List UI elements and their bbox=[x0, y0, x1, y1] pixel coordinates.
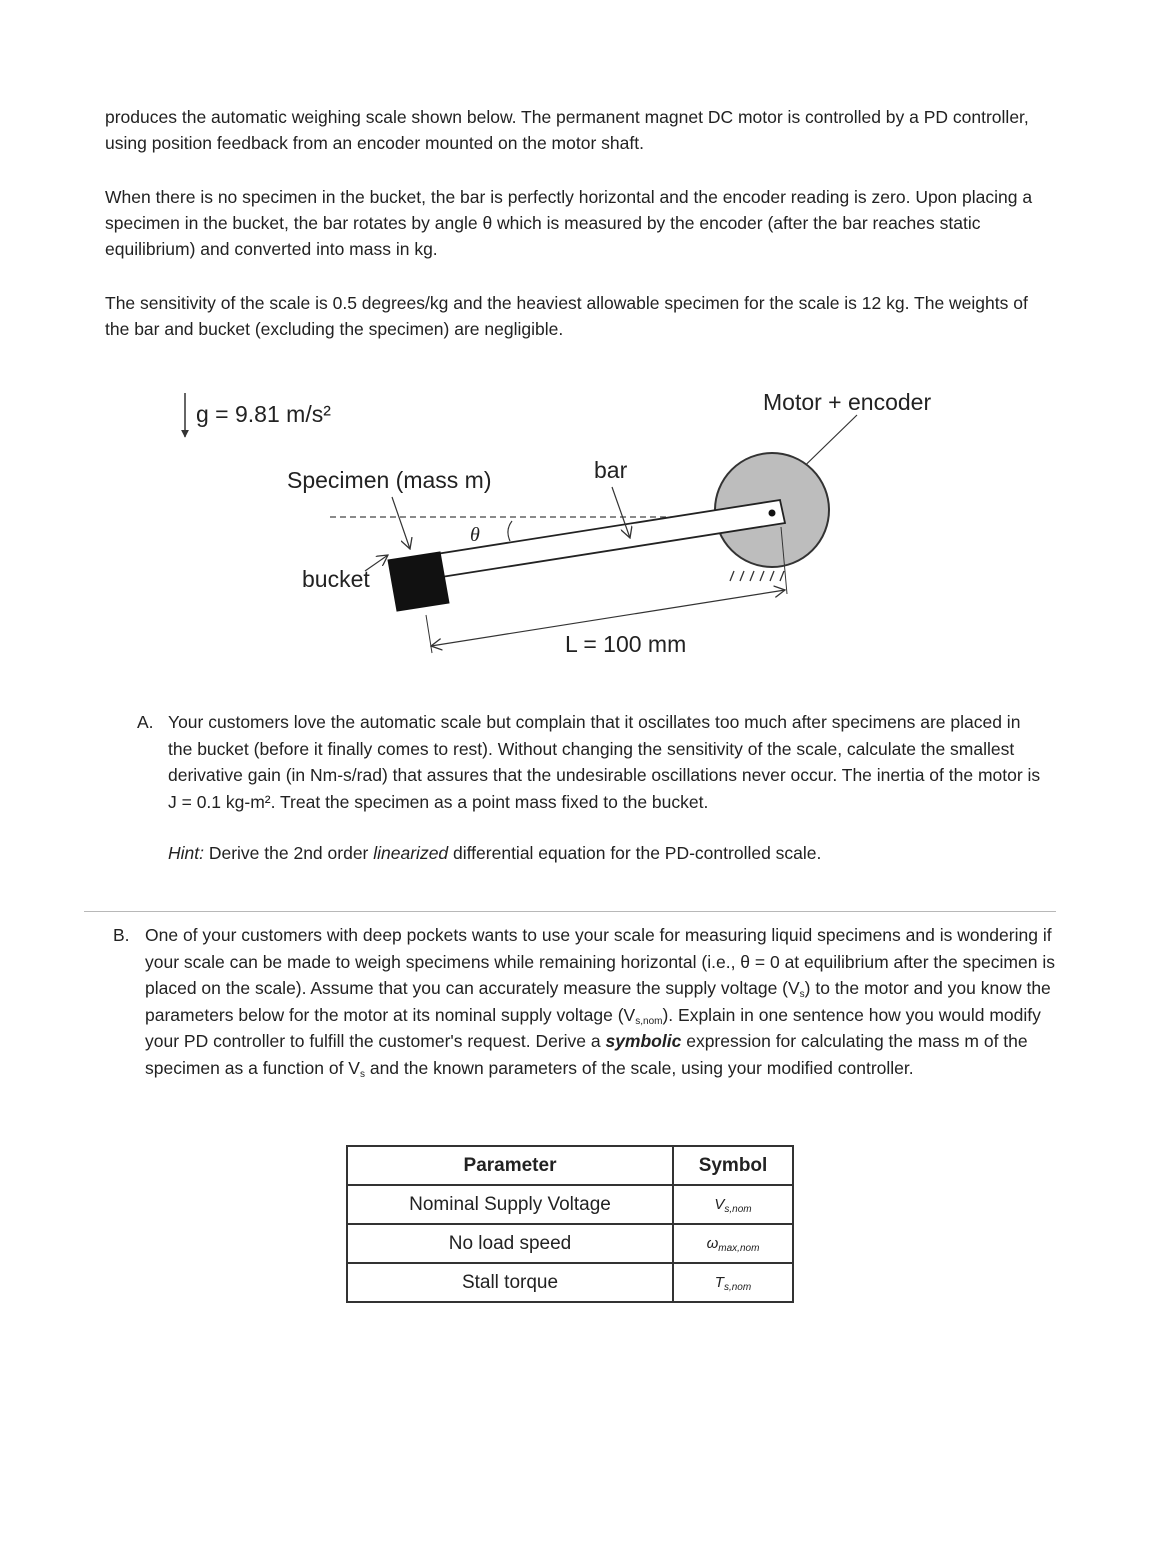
hint-label: Hint: bbox=[168, 843, 204, 863]
question-b-text bbox=[113, 922, 1073, 1081]
parameter-table bbox=[346, 1145, 794, 1303]
intro-paragraph-1: produces the automatic weighing scale shown below. The permanent magnet DC motor is controlled by a PD controller, using position feedback from an encoder mounted on the motor shaft. bbox=[105, 107, 1029, 153]
intro-paragraph-2: When there is no specimen in the bucket, the bar is perfectly horizontal and the encoder reading is zero. Upon placing a specimen in the bucket, the bar rotates by angle θ which is measured by the encoder (after the bar reaches static equilibrium) and converted into mass in kg. bbox=[105, 187, 1033, 259]
section-divider bbox=[84, 911, 1056, 912]
symbol-main: ω bbox=[706, 1235, 719, 1252]
table-cell-symbol bbox=[673, 1263, 793, 1302]
length-extension-left bbox=[426, 615, 432, 653]
scale-diagram bbox=[160, 375, 980, 675]
specimen-leader-arrow bbox=[392, 497, 410, 549]
qb-sub-2: s,nom bbox=[635, 1015, 663, 1027]
table-header-parameter: Parameter bbox=[347, 1146, 673, 1185]
question-b bbox=[113, 922, 1073, 1081]
intro-paragraph-3: The sensitivity of the scale is 0.5 degrees/kg and the heaviest allowable specimen for the scale is 12 kg. The weights of the bar and bucket (excluding the specimen) are negligible. bbox=[105, 293, 1028, 339]
table-header-row bbox=[347, 1146, 793, 1185]
symbol-main: T bbox=[714, 1274, 724, 1291]
theta-label: θ bbox=[470, 524, 480, 546]
specimen-label: Specimen (mass m) bbox=[287, 467, 492, 493]
hint-text-2: differential equation for the PD-controlled scale. bbox=[448, 843, 822, 863]
bucket-leader-arrow bbox=[365, 555, 388, 571]
question-a-letter: A. bbox=[137, 712, 154, 732]
theta-arc bbox=[508, 521, 512, 541]
qb-text-5: and the known parameters of the scale, using your modified controller. bbox=[364, 1057, 914, 1078]
length-label: L = 100 mm bbox=[565, 631, 687, 657]
table-row bbox=[347, 1185, 793, 1224]
question-b-letter: B. bbox=[113, 925, 130, 945]
motor-label: Motor + encoder bbox=[763, 389, 932, 415]
symbol-sub: s,nom bbox=[723, 1282, 752, 1293]
question-a bbox=[137, 709, 1047, 815]
hint-emphasis: linearized bbox=[373, 843, 449, 863]
table-cell-parameter: No load speed bbox=[347, 1224, 673, 1263]
question-a-text: Your customers love the automatic scale but complain that it oscillates too much after specimens are placed in the bucket (before it finally comes to rest). Without changing the sensitivity of the scale, calculate the smallest derivative gain (in Nm-s/rad) that assures that the undesirable oscillations never occur. The inertia of the motor is J = 0.1 kg-m². Treat the specimen as a point mass fixed to the bucket. bbox=[168, 712, 1041, 812]
table-row bbox=[347, 1263, 793, 1302]
symbol-sub: max,nom bbox=[718, 1243, 760, 1254]
qb-bold-symbolic: symbolic bbox=[605, 1031, 682, 1051]
qb-sub-1: s bbox=[799, 989, 805, 1000]
qb-text-2: ) to the motor and you know the parameters below for the motor at its nominal supply voltage (V bbox=[145, 978, 1051, 1025]
qb-sub-4: s bbox=[359, 1068, 365, 1080]
table-header-symbol: Symbol bbox=[673, 1146, 793, 1185]
pivot-point bbox=[769, 510, 776, 517]
ground-hatch bbox=[730, 571, 784, 581]
hint-text-1: Derive the 2nd order bbox=[203, 843, 374, 863]
symbol-main: V bbox=[714, 1196, 725, 1213]
table-cell-parameter: Nominal Supply Voltage bbox=[347, 1185, 673, 1224]
table-cell-parameter: Stall torque bbox=[347, 1263, 673, 1302]
table-cell-symbol bbox=[673, 1224, 793, 1263]
bucket-label: bucket bbox=[302, 566, 370, 592]
qb-text-4: expression for calculating the mass m of the specimen as a function of V bbox=[145, 1031, 1028, 1078]
symbol-sub: s,nom bbox=[724, 1204, 752, 1215]
qb-text-3: ). Explain in one sentence how you would modify your PD controller to fulfill the customer's request. Derive a bbox=[145, 1004, 1041, 1051]
question-a-hint bbox=[168, 843, 821, 864]
gravity-label: g = 9.81 m/s² bbox=[196, 401, 331, 427]
table-row bbox=[347, 1224, 793, 1263]
qb-text-1: One of your customers with deep pockets wants to use your scale for measuring liquid specimens and is wondering if your scale can be made to weigh specimens while remaining horizontal (i.e., θ = 0 at equilibrium after the specimen is placed on the scale). Assume that you can accurately measure the supply voltage (V bbox=[145, 925, 1055, 998]
bar-label: bar bbox=[594, 457, 628, 483]
bucket bbox=[388, 552, 449, 611]
table-cell-symbol bbox=[673, 1185, 793, 1224]
